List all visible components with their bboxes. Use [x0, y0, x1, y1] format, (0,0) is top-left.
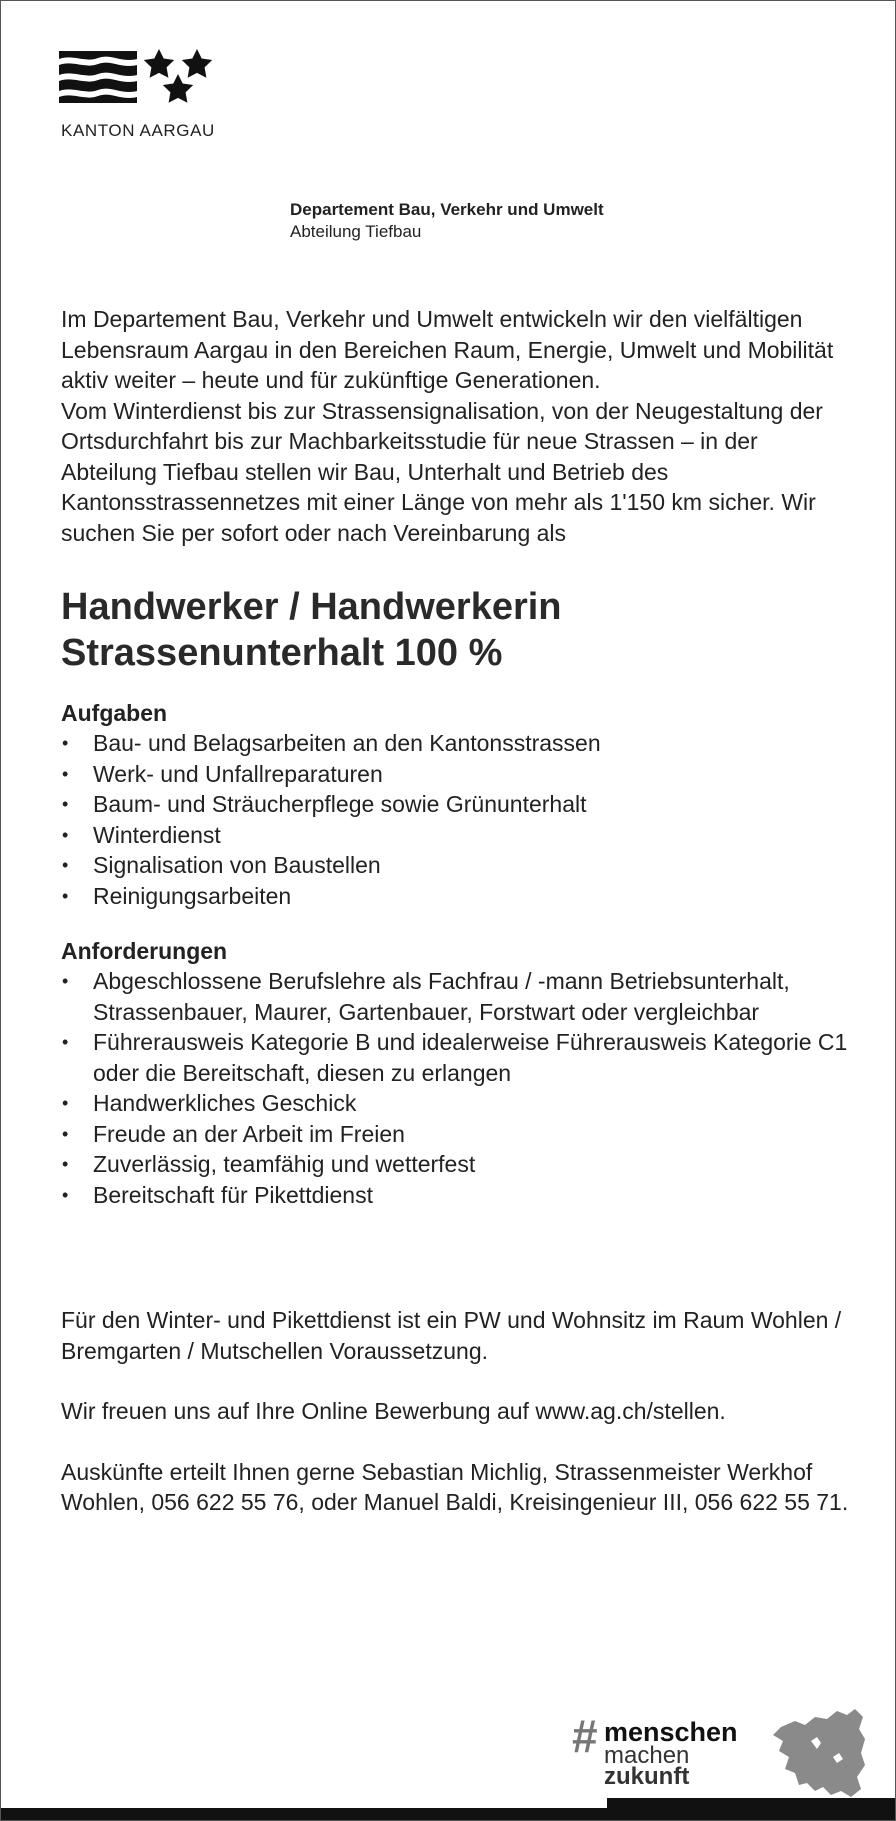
aargau-coat-of-arms-icon: [59, 49, 219, 113]
tasks-heading: Aufgaben: [61, 700, 168, 726]
job-title-line-1: Handwerker / Handwerkerin: [61, 586, 562, 628]
logo-text: KANTON AARGAU: [61, 121, 215, 140]
intro-paragraph-2: Vom Winterdienst bis zur Strassensignalisation, von der Neugestaltung der Ortsdurchfahrt bis zur Machbarkeitsstudie für neue Strassen – in der Abteilung Tiefbau stellen wir Bau, Unterhalt und Betrieb des Kantonsstrassennetzes mit einer Länge von mehr als 1'150 km sicher. Wir suchen Sie per sofort oder nach Vereinbarung als: [61, 397, 823, 546]
job-title: [61, 584, 851, 676]
list-item: • Führerausweis Kategorie B und idealerweise Führerausweis Kategorie C1 oder die Bereitschaft, diesen zu erlangen: [61, 1027, 851, 1088]
contact-note: Auskünfte erteilt Ihnen gerne Sebastian Michlig, Strassenmeister Werkhof Wohlen, 056 622 55 76, oder Manuel Baldi, Kreisingenieur III, 056 622 55 71.: [61, 1458, 849, 1515]
division-name: Abteilung Tiefbau: [290, 222, 422, 241]
logo: [59, 49, 249, 144]
tagline-line-2: machen: [604, 1742, 690, 1769]
job-title-line-2: Strassenunterhalt 100 %: [61, 632, 503, 674]
department-header: [290, 199, 604, 243]
application-note: Wir freuen uns auf Ihre Online Bewerbung auf www.ag.ch/stellen.: [61, 1398, 726, 1424]
list-item: • Werk- und Unfallreparaturen: [61, 759, 851, 790]
tagline-line-1: menschen: [604, 1717, 738, 1747]
requirements-heading: Anforderungen: [61, 938, 228, 964]
aargau-map-icon: [771, 1707, 867, 1799]
tagline-line-3: zukunft: [604, 1763, 690, 1790]
list-item: • Bereitschaft für Pikettdienst: [61, 1180, 851, 1211]
bottom-bar-step: [607, 1798, 895, 1808]
main-content: [61, 304, 851, 1518]
list-item: • Signalisation von Baustellen: [61, 850, 851, 881]
tagline: [572, 1710, 772, 1790]
list-item: • Bau- und Belagsarbeiten an den Kantonsstrassen: [61, 728, 851, 759]
bottom-bar: [1, 1808, 895, 1820]
list-item: • Reinigungsarbeiten: [61, 881, 851, 912]
intro-paragraph-1: Im Departement Bau, Verkehr und Umwelt entwickeln wir den vielfältigen Lebensraum Aargau in den Bereichen Raum, Energie, Umwelt und Mobilität aktiv weiter – heute und für zukünftige Generationen.: [61, 306, 834, 393]
department-name: Departement Bau, Verkehr und Umwelt: [290, 200, 604, 219]
hashtag-symbol: #: [572, 1710, 598, 1762]
list-item: • Baum- und Sträucherpflege sowie Grünunterhalt: [61, 789, 851, 820]
requirements-list: [61, 966, 851, 1210]
closing-section: [61, 1305, 851, 1518]
tasks-list: [61, 728, 851, 911]
list-item: • Abgeschlossene Berufslehre als Fachfrau / -mann Betriebsunterhalt, Strassenbauer, Maurer, Gartenbauer, Forstwart oder vergleichbar: [61, 966, 851, 1027]
list-item: • Zuverlässig, teamfähig und wetterfest: [61, 1149, 851, 1180]
residence-note: Für den Winter- und Pikettdienst ist ein PW und Wohnsitz im Raum Wohlen / Bremgarten / Mutschellen Voraussetzung.: [61, 1307, 842, 1364]
list-item: • Handwerkliches Geschick: [61, 1088, 851, 1119]
list-item: • Winterdienst: [61, 820, 851, 851]
list-item: • Freude an der Arbeit im Freien: [61, 1119, 851, 1150]
